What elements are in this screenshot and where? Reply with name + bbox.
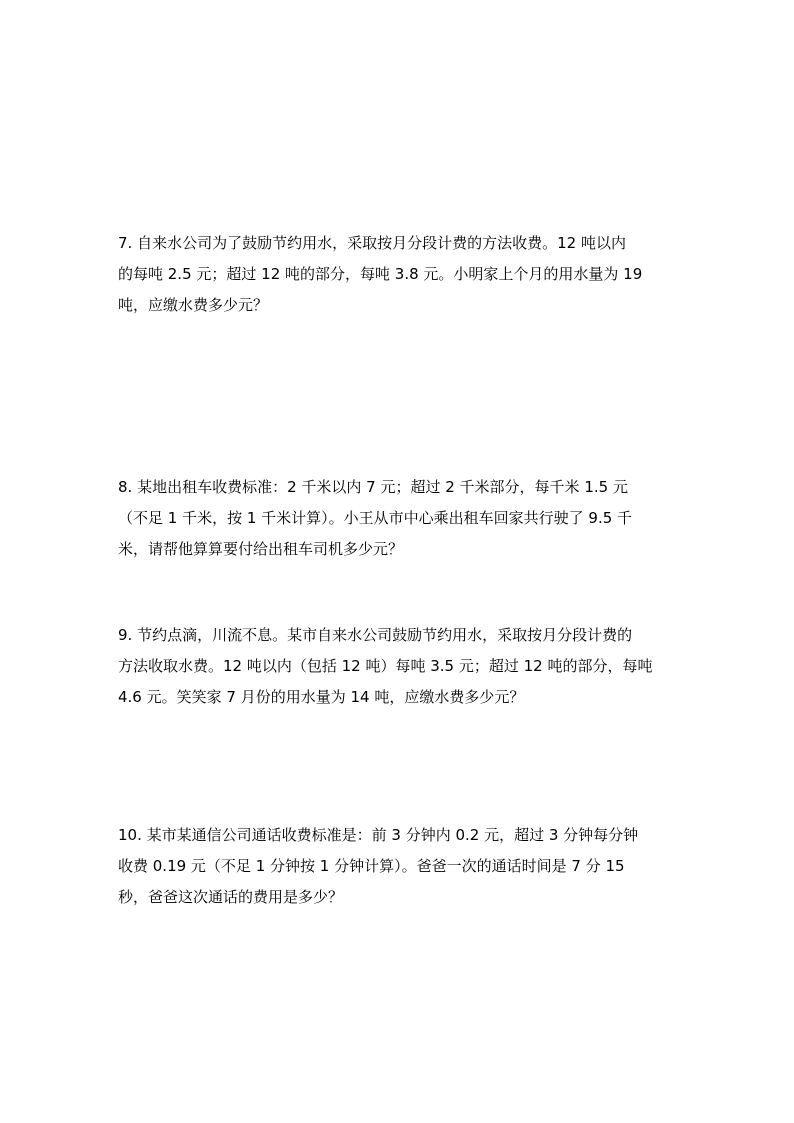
question-10-line-1: 10. 某市某通信公司通话收费标准是：前 3 分钟内 0.2 元，超过 3 分钟每分钟 [118, 826, 639, 844]
question-10-line-2: 收费 0.19 元（不足 1 分钟按 1 分钟计算）。爸爸一次的通话时间是 7 分 15 [118, 857, 625, 875]
question-7-line-1: 7. 自来水公司为了鼓励节约用水，采取按月分段计费的方法收费。12 吨以内 [118, 234, 626, 252]
question-7 [118, 228, 678, 321]
question-10 [118, 820, 678, 913]
question-9-line-2: 方法收取水费。12 吨以内（包括 12 吨）每吨 3.5 元；超过 12 吨的部分，每吨 [118, 657, 653, 675]
question-8-line-3: 米，请帮他算算要付给出租车司机多少元？ [118, 540, 404, 558]
question-9 [118, 620, 678, 713]
question-7-line-2: 的每吨 2.5 元；超过 12 吨的部分，每吨 3.8 元。小明家上个月的用水量为 19 [118, 265, 643, 283]
question-8-line-2: （不足 1 千米，按 1 千米计算）。小王从市中心乘出租车回家共行驶了 9.5 千 [118, 509, 633, 527]
question-7-line-3: 吨，应缴水费多少元？ [118, 296, 269, 314]
question-10-line-3: 秒，爸爸这次通话的费用是多少？ [118, 888, 344, 906]
question-9-line-3: 4.6 元。笑笑家 7 月份的用水量为 14 吨，应缴水费多少元？ [118, 688, 525, 706]
question-8 [118, 472, 678, 565]
question-8-line-1: 8. 某地出租车收费标准：2 千米以内 7 元；超过 2 千米部分，每千米 1.5 元 [118, 478, 628, 496]
question-9-line-1: 9. 节约点滴，川流不息。某市自来水公司鼓励节约用水，采取按月分段计费的 [118, 626, 633, 644]
